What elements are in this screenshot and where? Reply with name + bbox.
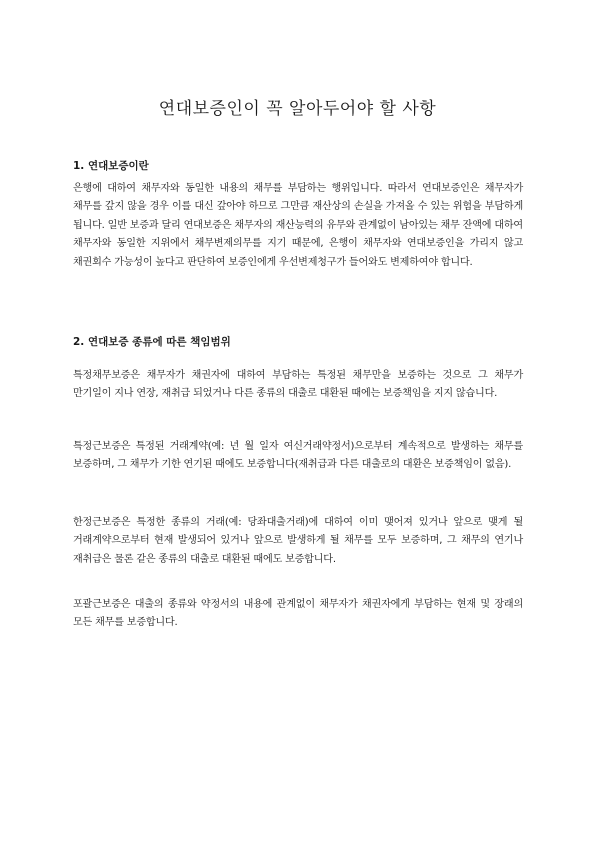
section-heading-liability-scope: 2. 연대보증 종류에 따른 책임범위 — [73, 336, 231, 348]
paragraph-joint-guarantee-definition: 은행에 대하여 채무자와 동일한 내용의 채무를 부담하는 행위입니다. 따라서 연대보증인은 채무자가 채무를 갚지 않을 경우 이를 대신 갚아야 하므로 그만큼 재산상의 손실을 가져올 수 있는 위험을 부담하게 됩니다. 일반 보증과 달리 연대보증은 채무자의 재산능력의 유무와 관계없이 남아있는 채무 잔액에 대하여 채무자와 동일한 지위에서 채무변제의무를 지기 때문에, 은행이 채무자와 연대보증인을 가리지 않고 채권회수 가능성이 높다고 판단하여 보증인에게 우선변제청구가 들어와도 변제하여야 합니다. — [73, 183, 523, 268]
section-heading-joint-guarantee: 1. 연대보증이란 — [73, 160, 149, 172]
paragraph-specific-debt-guarantee: 특정채무보증은 채무자가 채권자에 대하여 부담하는 특정된 채무만을 보증하는 것으로 그 채무가 만기일이 지나 연장, 재취급 되었거나 다른 종류의 대출로 대환된 때에는 보증책임을 지지 않습니다. — [73, 370, 523, 400]
paragraph-comprehensive-root-guarantee: 포괄근보증은 대출의 종류와 약정서의 내용에 관계없이 채무자가 채권자에게 부담하는 현재 및 장래의 모든 채무를 보증합니다. — [73, 599, 523, 629]
paragraph-specific-root-guarantee: 특정근보증은 특정된 거래계약(예: 년 월 일자 여신거래약정서)으로부터 계속적으로 발생하는 채무를 보증하며, 그 채무가 기한 연기된 때에도 보증합니다(재취급과 다른 대출로의 대환은 보증책임이 없음). — [73, 441, 523, 471]
paragraph-limited-root-guarantee: 한정근보증은 특정한 종류의 거래(예: 당좌대출거래)에 대하여 이미 맺어져 있거나 앞으로 맺게 될 거래계약으로부터 현재 발생되어 있거나 앞으로 발생하게 될 채무를 모두 보증하며, 그 채무의 연기나 재취급은 물론 같은 종류의 대출로 대환된 때에도 보증합니다. — [73, 517, 523, 565]
document-title: 연대보증인이 꼭 알아두어야 할 사항 — [158, 99, 437, 119]
